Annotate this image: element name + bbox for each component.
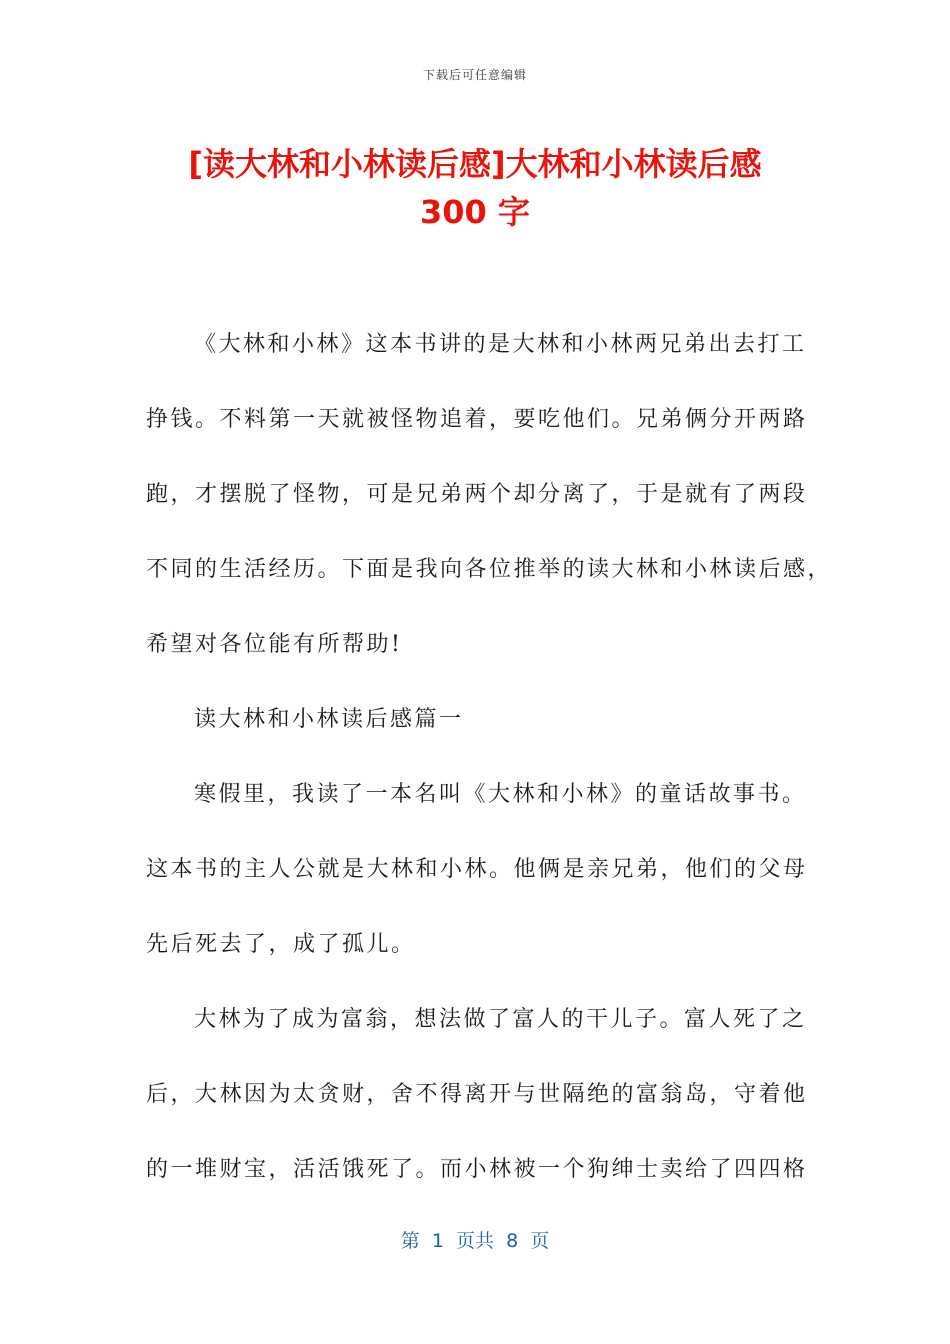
title-line-1: [读大林和小林读后感]大林和小林读后感: [188, 145, 762, 183]
section-heading: 读大林和小林读后感篇一: [194, 707, 464, 732]
header-note: 下载后可任意编辑: [422, 68, 527, 82]
paragraph-line: 寒假里，我读了一本名叫《大林和小林》的童话故事书。: [194, 782, 807, 807]
page-number-footer: 第 1 页共 8 页: [400, 1230, 550, 1252]
paragraph-line: 大林为了成为富翁，想法做了富人的干儿子。富人死了之: [194, 1007, 807, 1032]
title-line-2: 300 字: [420, 193, 530, 231]
paragraph-line: 希望对各位能有所帮助!: [146, 632, 403, 657]
paragraph-line: 《大林和小林》这本书讲的是大林和小林两兄弟出去打工: [194, 332, 807, 357]
paragraph-line: 后，大林因为太贪财，舍不得离开与世隔绝的富翁岛，守着他: [146, 1082, 808, 1107]
document-title: [100, 140, 850, 236]
paragraph-line: 先后死去了，成了孤儿。: [146, 932, 416, 957]
paragraph-line: 的一堆财宝，活活饿死了。而小林被一个狗绅士卖给了四四格: [146, 1157, 808, 1182]
paragraph-line: 这本书的主人公就是大林和小林。他俩是亲兄弟，他们的父母: [146, 857, 808, 882]
paragraph-line: 不同的生活经历。下面是我向各位推举的读大林和小林读后感，: [146, 557, 833, 582]
document-body: [146, 318, 833, 1218]
paragraph-line: 挣钱。不料第一天就被怪物追着，要吃他们。兄弟俩分开两路: [146, 407, 808, 432]
paragraph-line: 跑，才摆脱了怪物，可是兄弟两个却分离了，于是就有了两段: [146, 482, 808, 507]
